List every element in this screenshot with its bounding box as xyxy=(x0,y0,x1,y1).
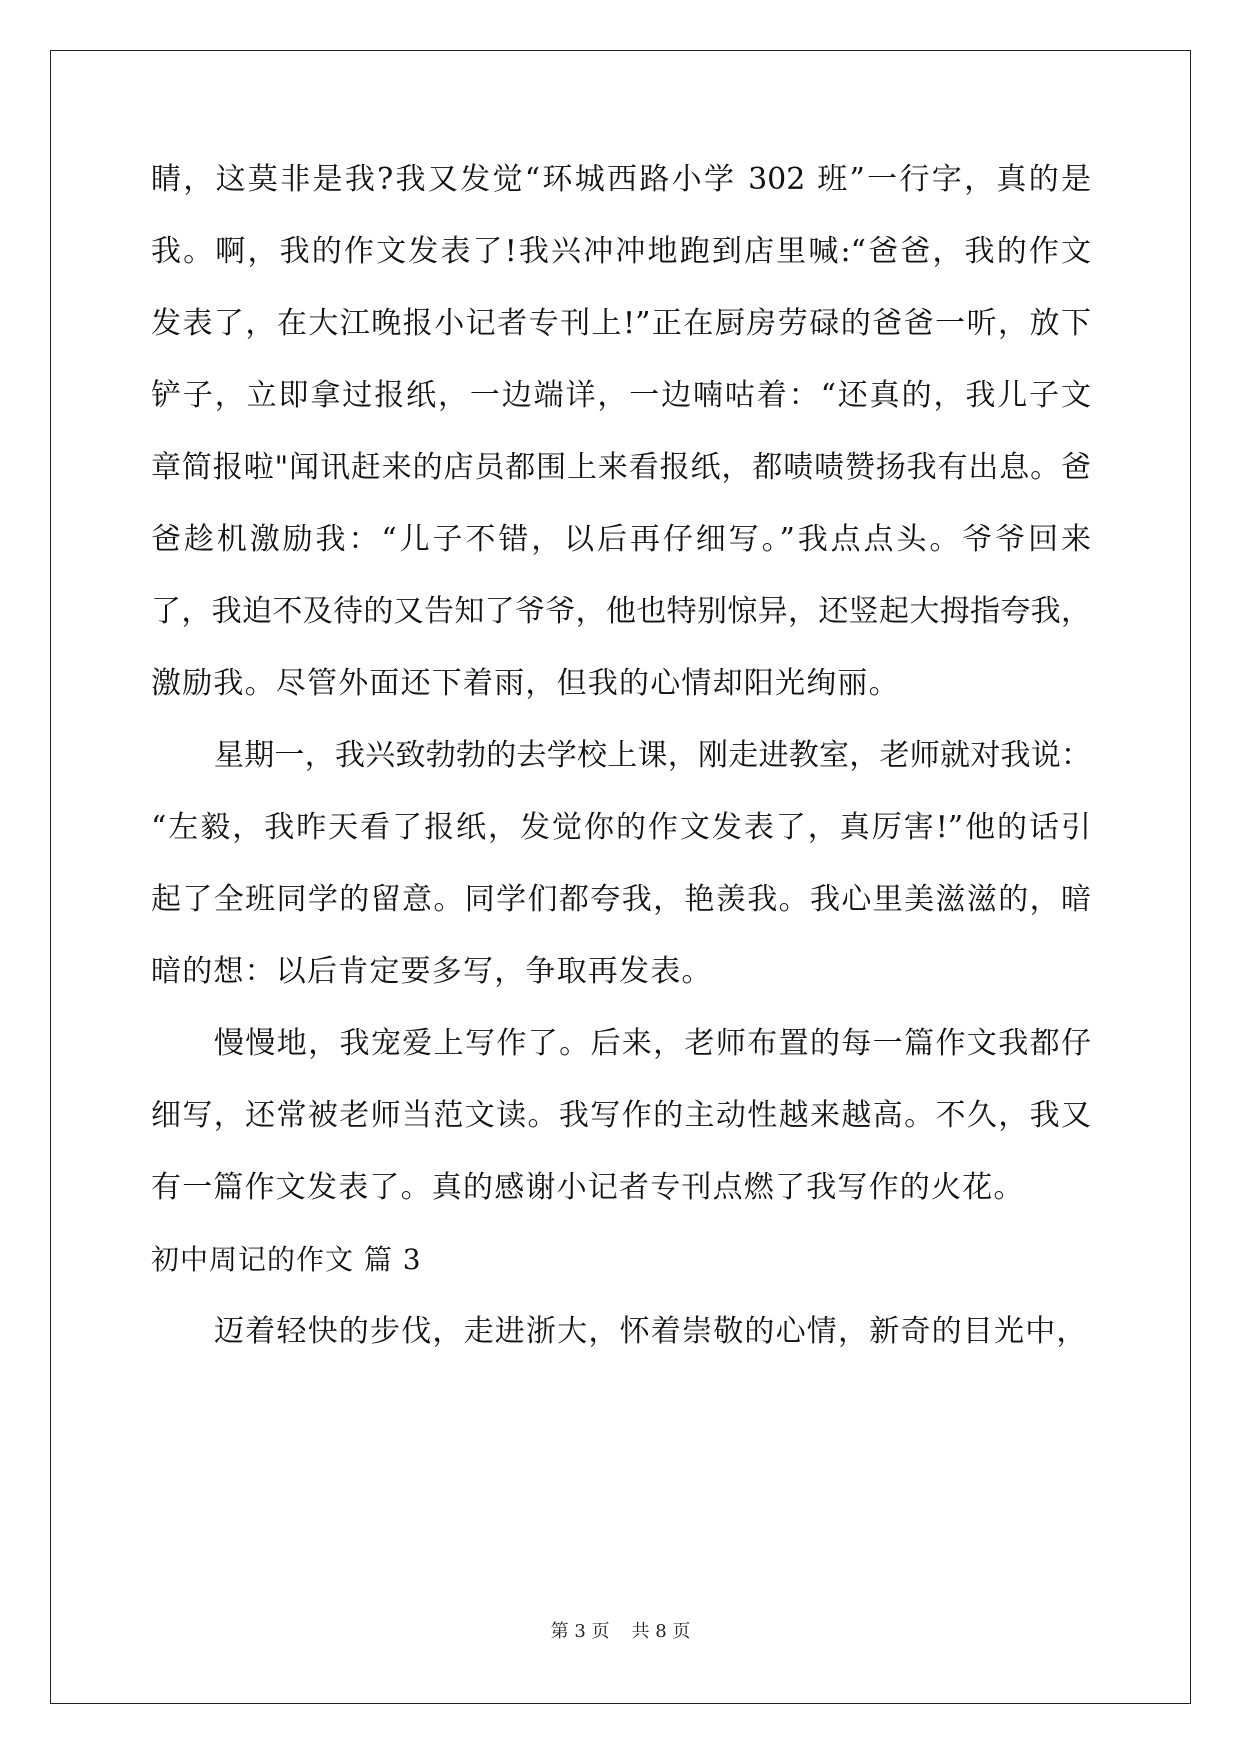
text-line: 爸趁机激励我：“儿子不错，以后再仔细写。”我点点头。爷爷回来 xyxy=(151,522,1091,557)
text-line: “左毅，我昨天看了报纸，发觉你的作文发表了，真厉害!”他的话引 xyxy=(151,810,1091,845)
text-line: 激励我。尽管外面还下着雨，但我的心情却阳光绚丽。 xyxy=(151,666,900,701)
text-line: 有一篇作文发表了。真的感谢小记者专刊点燃了我写作的火花。 xyxy=(151,1170,1025,1205)
text-line: 睛，这莫非是我?我又发觉“环城西路小学 302 班”一行字，真的是 xyxy=(151,162,1091,197)
page-footer xyxy=(0,1620,1241,1644)
text-line: 我。啊，我的作文发表了!我兴冲冲地跑到店里喊:“爸爸，我的作文 xyxy=(151,234,1091,269)
text-line: 铲子，立即拿过报纸，一边端详，一边喃咕着：“还真的，我儿子文 xyxy=(151,378,1091,413)
text-line: 发表了，在大江晚报小记者专刊上!”正在厨房劳碌的爸爸一听，放下 xyxy=(151,306,1091,341)
page-number: 第 3 页 xyxy=(550,1621,610,1642)
text-line: 了，我迫不及待的又告知了爷爷，他也特别惊异，还竖起大拇指夸我， xyxy=(151,594,1091,629)
text-line: 起了全班同学的留意。同学们都夸我，艳羡我。我心里美滋滋的，暗 xyxy=(151,882,1091,917)
section-heading: 初中周记的作文 篇 3 xyxy=(151,1243,422,1276)
text-line: 暗的想：以后肯定要多写，争取再发表。 xyxy=(151,954,713,989)
text-line: 章简报啦"闻讯赶来的店员都围上来看报纸，都啧啧赞扬我有出息。爸 xyxy=(151,450,1091,485)
page-border xyxy=(50,50,1191,1704)
page-total: 共 8 页 xyxy=(631,1621,691,1642)
paragraph-first-line: 星期一，我兴致勃勃的去学校上课，刚走进教室，老师就对我说： xyxy=(214,738,1091,773)
text-line: 细写，还常被老师当范文读。我写作的主动性越来越高。不久，我又 xyxy=(151,1098,1091,1133)
paragraph-first-line: 慢慢地，我宠爱上写作了。后来，老师布置的每一篇作文我都仔 xyxy=(214,1026,1091,1061)
paragraph-first-line: 迈着轻快的步伐，走进浙大，怀着崇敬的心情，新奇的目光中， xyxy=(214,1314,1088,1349)
